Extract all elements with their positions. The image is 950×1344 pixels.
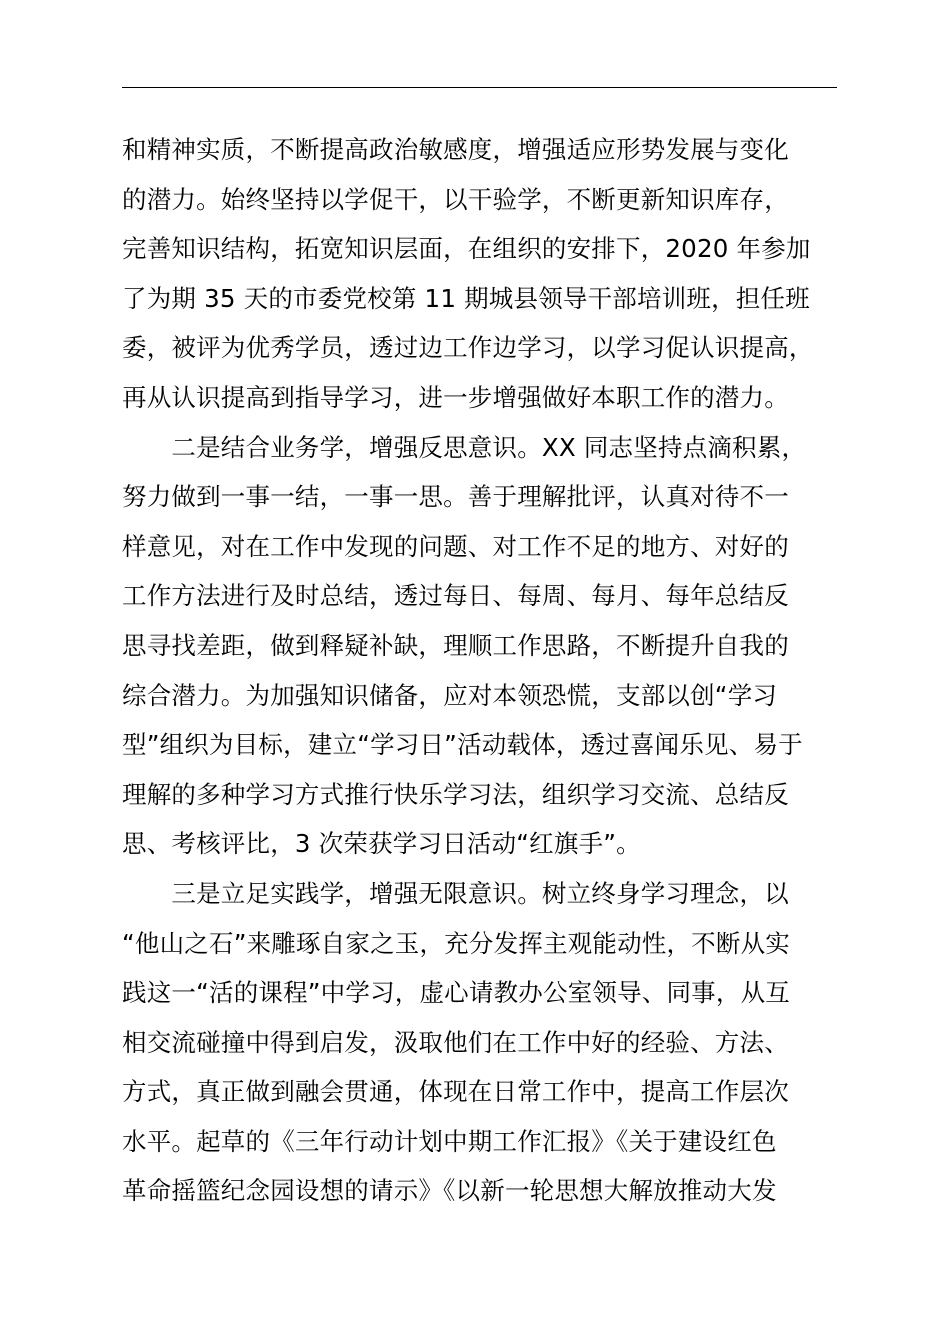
text-line: “他山之石”来雕琢自家之玉，充分发挥主观能动性，不断从实 — [122, 928, 790, 958]
text-line: 二是结合业务学，增强反思意识。XX 同志坚持点滴积累， — [122, 432, 807, 462]
text-line: 了为期 35 天的市委党校第 11 期城县领导干部培训班，担任班 — [122, 283, 810, 313]
header-rule — [122, 87, 837, 88]
text-line: 样意见，对在工作中发现的问题、对工作不足的地方、对好的 — [122, 531, 789, 561]
text-line: 方式，真正做到融会贯通，体现在日常工作中，提高工作层次 — [122, 1077, 789, 1107]
text-line: 委，被评为优秀学员，透过边工作边学习，以学习促认识提高， — [122, 333, 814, 363]
text-line: 型”组织为目标，建立“学习日”活动载体，透过喜闻乐见、易于 — [122, 730, 803, 760]
document-body — [122, 125, 862, 1216]
text-line: 践这一“活的课程”中学习，虚心请教办公室领导、同事，从互 — [122, 978, 790, 1008]
text-line: 完善知识结构，拓宽知识层面，在组织的安排下，2020 年参加 — [122, 234, 811, 264]
text-line: 水平。起草的《三年行动计划中期工作汇报》《关于建设红色 — [122, 1126, 777, 1156]
text-line: 相交流碰撞中得到启发，汲取他们在工作中好的经验、方法、 — [122, 1027, 789, 1057]
text-line: 综合潜力。为加强知识储备，应对本领恐慌，支部以创“学习 — [122, 680, 778, 710]
text-line: 思寻找差距，做到释疑补缺，理顺工作思路，不断提升自我的 — [122, 630, 789, 660]
text-line: 革命摇篮纪念园设想的请示》《以新一轮思想大解放推动大发 — [122, 1176, 777, 1206]
text-line: 努力做到一事一结，一事一思。善于理解批评，认真对待不一 — [122, 482, 789, 512]
text-line: 的潜力。始终坚持以学促干，以干验学，不断更新知识库存， — [122, 184, 789, 214]
text-line: 和精神实质，不断提高政治敏感度，增强适应形势发展与变化 — [122, 135, 789, 164]
text-line: 再从认识提高到指导学习，进一步增强做好本职工作的潜力。 — [122, 382, 789, 412]
text-line: 工作方法进行及时总结，透过每日、每周、每月、每年总结反 — [122, 581, 789, 611]
text-line: 三是立足实践学，增强无限意识。树立终身学习理念，以 — [122, 878, 789, 908]
text-line: 思、考核评比，3 次荣获学习日活动“红旗手”。 — [122, 829, 641, 859]
text-line: 理解的多种学习方式推行快乐学习法，组织学习交流、总结反 — [122, 779, 789, 809]
